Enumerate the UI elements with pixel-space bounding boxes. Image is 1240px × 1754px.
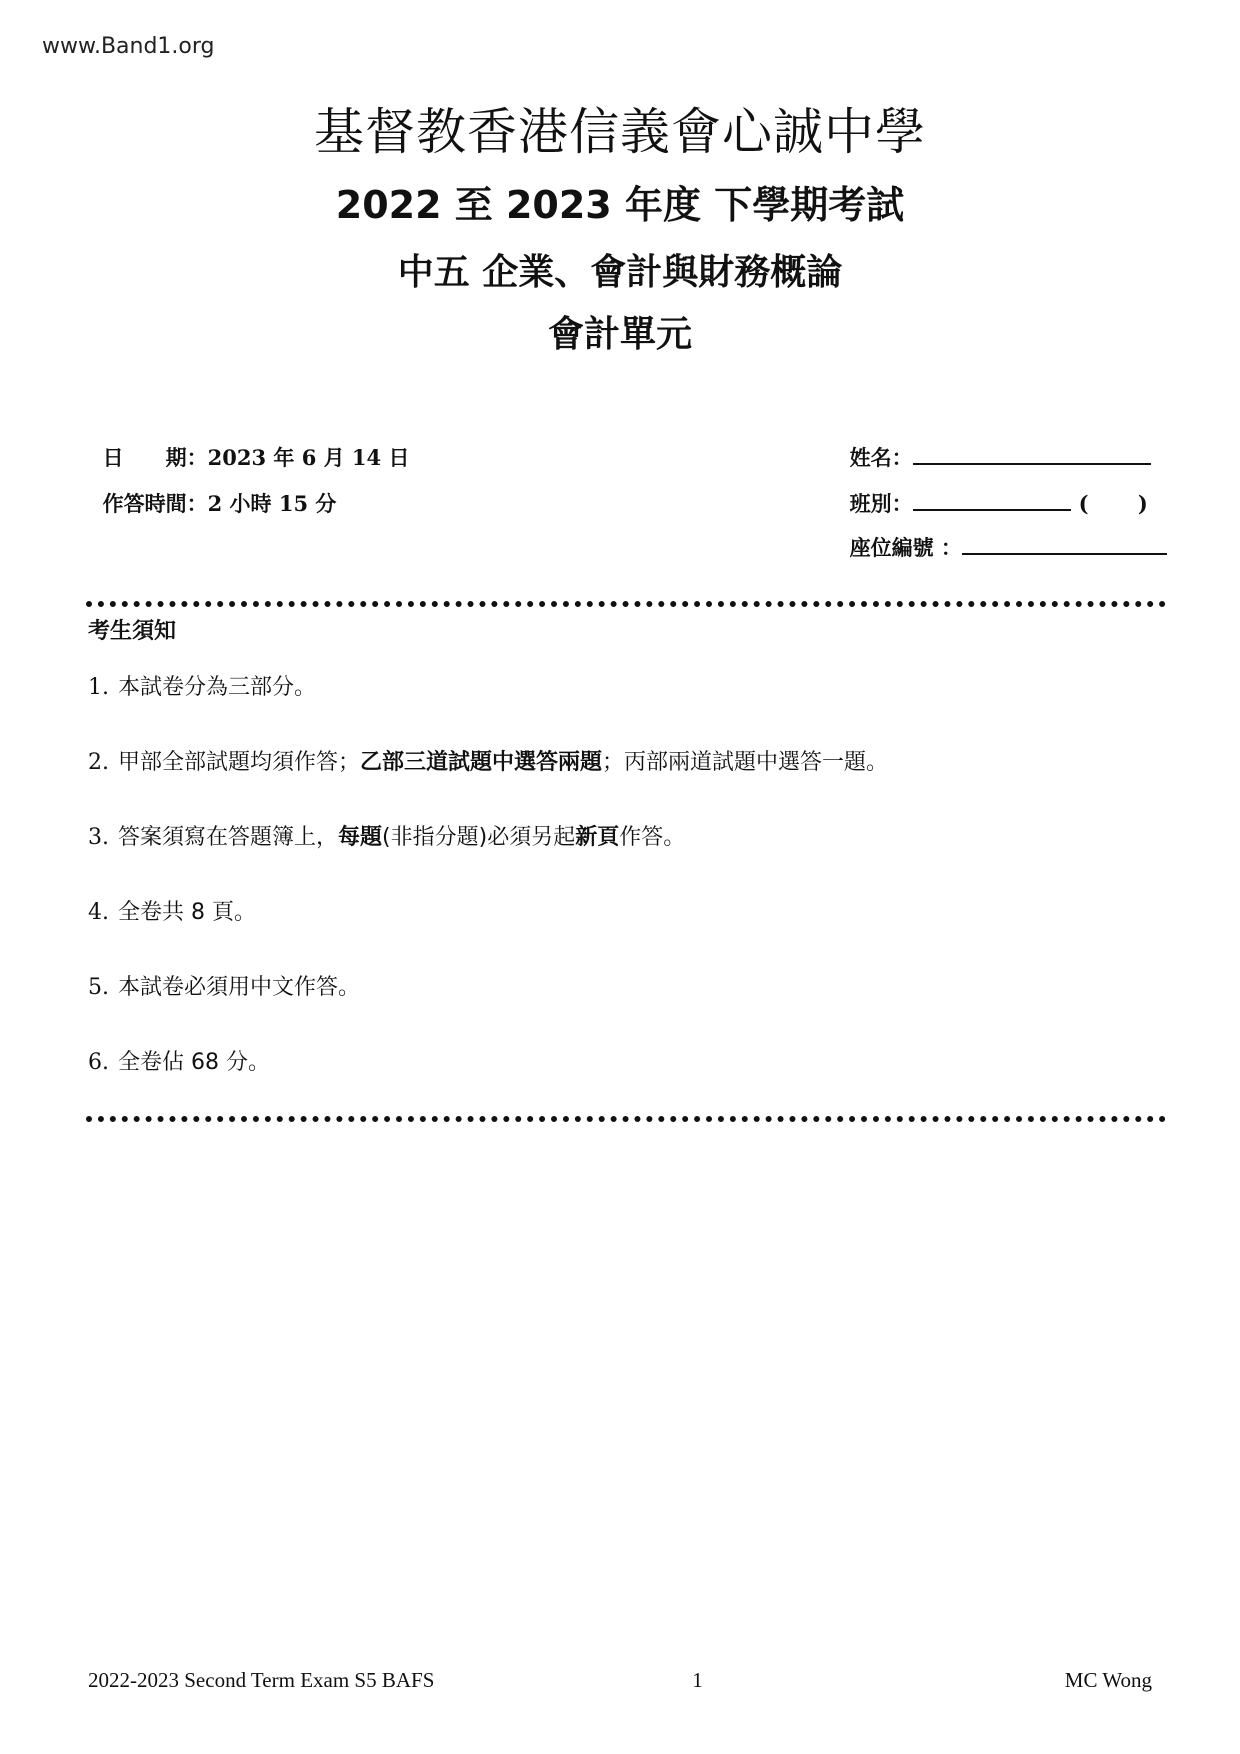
seat-label: 座位編號 ： xyxy=(849,536,962,560)
name-field[interactable] xyxy=(913,445,1151,465)
notice-item xyxy=(88,1045,270,1076)
dotted-divider-bottom xyxy=(86,1116,1166,1122)
notice-item-text: 答案須寫在答題簿上， xyxy=(118,825,339,850)
notice-item-number: 3. xyxy=(88,825,109,850)
date-value: 2023 年 6 月 14 日 xyxy=(207,445,410,470)
notice-heading: 考生須知 xyxy=(88,619,177,644)
notice-item-text: 甲部全部試題均須作答； xyxy=(118,750,361,775)
notice-item-text: 全卷共 8 頁。 xyxy=(118,900,256,925)
school-name: 基督教香港信義會心誠中學 xyxy=(314,103,926,161)
time-label: 作答時間： xyxy=(102,492,208,516)
notice-item-emphasis: 乙部三道試題中選答兩題 xyxy=(360,750,603,775)
subject-title: 中五 企業、會計與財務概論 xyxy=(397,252,843,293)
footer-page-number: 1 xyxy=(692,1668,703,1692)
footer-exam-label: 2022-2023 Second Term Exam S5 BAFS xyxy=(88,1668,435,1692)
watermark-text: www.Band1.org xyxy=(42,34,215,59)
notice-item xyxy=(88,895,256,926)
exam-title: 2022 至 2023 年度 下學期考試 xyxy=(335,183,905,227)
notice-item xyxy=(88,745,888,776)
time-value: 2 小時 15 分 xyxy=(207,491,337,516)
notice-item xyxy=(88,820,685,851)
name-label: 姓名： xyxy=(849,446,913,470)
notice-item-text: 全卷佔 68 分。 xyxy=(118,1050,270,1075)
notice-item-emphasis: 新頁 xyxy=(575,825,620,850)
notice-item-number: 4. xyxy=(88,900,109,925)
notice-item-text: ；丙部兩道試題中選答一題。 xyxy=(602,750,889,775)
seat-field[interactable] xyxy=(962,535,1167,555)
notice-item-text: 本試卷分為三部分。 xyxy=(118,675,317,700)
notice-item-number: 6. xyxy=(88,1050,109,1075)
notice-item xyxy=(88,970,360,1001)
notice-item-text: 本試卷必須用中文作答。 xyxy=(118,975,361,1000)
time-row xyxy=(88,464,336,518)
class-number-paren: ( ) xyxy=(1078,491,1148,516)
notice-item-emphasis: 每題 xyxy=(338,825,383,850)
notice-item-text: (非指分題)必須另起 xyxy=(382,825,576,850)
date-label: 日 期： xyxy=(102,446,208,470)
notice-item-number: 5. xyxy=(88,975,109,1000)
class-label: 班別： xyxy=(849,492,913,516)
notice-item-text: 作答。 xyxy=(619,825,686,850)
seat-row xyxy=(835,508,1167,562)
dotted-divider-top xyxy=(86,601,1166,607)
notice-item xyxy=(88,670,316,701)
notice-item-number: 1. xyxy=(88,675,109,700)
footer-author: MC Wong xyxy=(1064,1668,1152,1692)
module-title: 會計單元 xyxy=(547,314,692,355)
notice-item-number: 2. xyxy=(88,750,109,775)
